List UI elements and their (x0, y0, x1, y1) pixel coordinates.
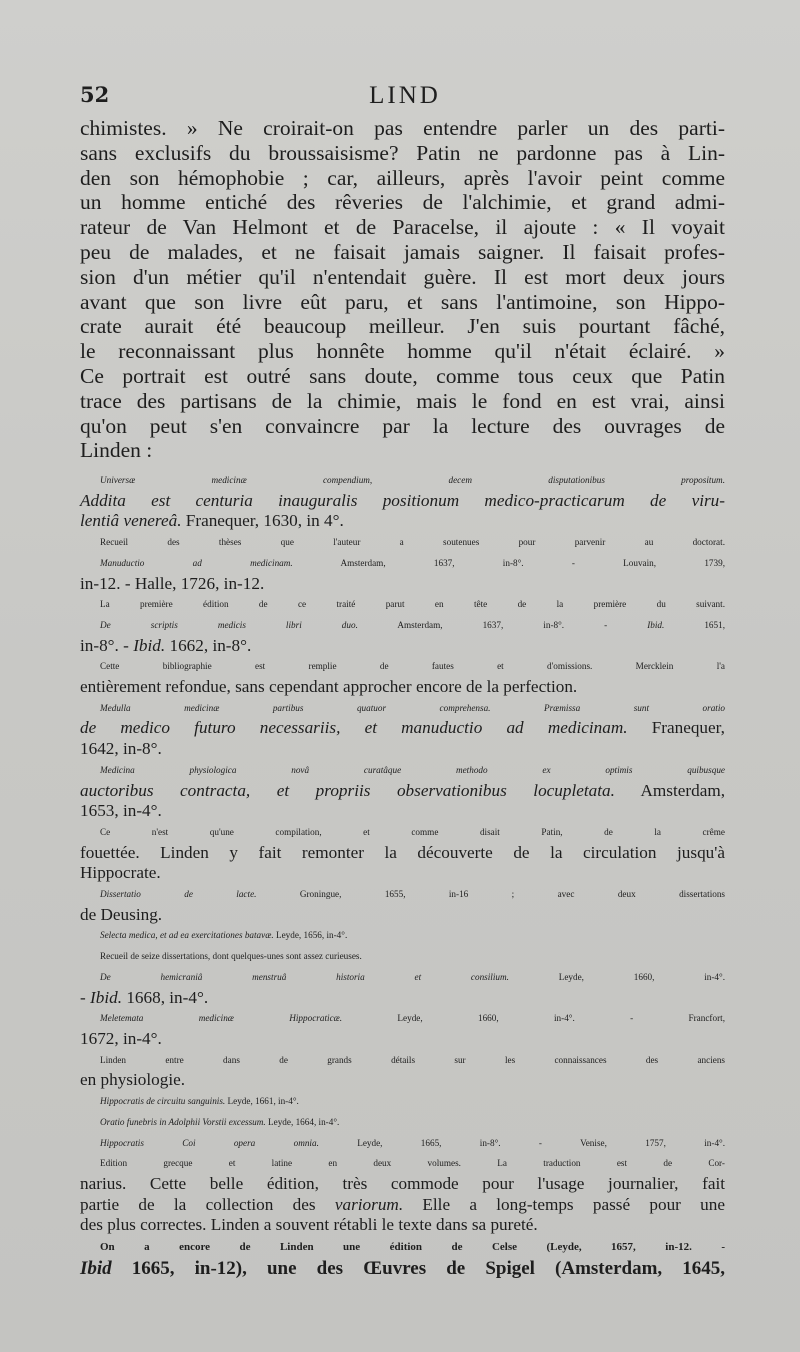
italic-title-text: De hemicraniâ menstruâ historia et consilium. (100, 971, 509, 982)
italic-title-text: variorum. (334, 1194, 404, 1214)
citation-text: 1668, in-4°. (122, 987, 209, 1007)
bibliography-line (80, 491, 725, 512)
citation-text: 1651, (664, 619, 725, 630)
italic-title-text: lentiâ venereâ. (80, 511, 182, 531)
bibliography-line (80, 1174, 725, 1195)
bibliography-line (80, 1236, 725, 1258)
bibliography-line (80, 677, 725, 698)
italic-title-text: Hippocratis de circuitu sanguinis. (100, 1096, 226, 1107)
main-paragraph (80, 116, 725, 463)
paragraph-line: un homme entiché des rêveries de l'alchimie, et grand admi- (80, 190, 725, 215)
italic-title-text: De scriptis medicis libri duo. (100, 619, 358, 630)
citation-text: Leyde, 1660, in-4°. (508, 971, 725, 982)
citation-text: en physiologie. (80, 1070, 186, 1090)
citation-text: entièrement refondue, sans cependant approcher encore de la perfection. (80, 677, 578, 697)
bibliography-line (80, 843, 725, 864)
citation-text: Groningue, 1655, in-16 ; avec deux dissertations (256, 889, 726, 900)
citation-text: Leyde, 1656, in-4°. (273, 930, 348, 941)
bibliography-line (80, 553, 725, 574)
paragraph-line: peu de malades, et ne faisait jamais saigner. Il faisait profes- (80, 239, 725, 264)
bibliography-line (80, 863, 725, 884)
citation-text: - (80, 987, 91, 1007)
bibliography-line (80, 1195, 725, 1216)
italic-title-text: Dissertatio de lacte. (100, 889, 257, 900)
italic-title-text: auctoribus contracta, et propriis observationibus locupletata. (80, 780, 615, 800)
bibliography-line (80, 988, 725, 1009)
citation-text: Amsterdam, 1637, in-8°. - (357, 619, 648, 630)
bibliography-line (80, 636, 725, 657)
citation-text: Linden entre dans de grands détails sur les connaissances des anciens (100, 1054, 725, 1065)
page-number: 52 (80, 82, 110, 107)
citation-text: 1653, in-4°. (80, 801, 162, 821)
citation-text: Leyde, 1665, in-8°. - Venise, 1757, in-4°. (318, 1137, 726, 1148)
citation-text: Ce n'est qu'une compilation, et comme disait Patin, de la crême (100, 826, 725, 837)
citation-text: Amsterdam, (614, 780, 725, 800)
bibliography-line (80, 801, 725, 822)
bibliography-line (80, 1215, 725, 1236)
paragraph-line: crate aurait été beaucoup meilleur. J'en suis pourtant fâché, (80, 314, 725, 339)
paragraph-line: avant que son livre eût paru, et sans l'antimoine, son Hippo- (80, 289, 725, 314)
bibliography-line (80, 615, 725, 636)
bibliography-line (80, 925, 725, 946)
bibliography-line (80, 594, 725, 615)
citation-text: Elle a long-temps passé pour une (403, 1194, 725, 1214)
italic-title-text: Medulla medicinæ partibus quatuor comprehensa. Præmissa sunt oratio (100, 702, 725, 713)
bibliography-line (80, 698, 725, 719)
italic-title-text: Selecta medica, et ad ea exercitationes batavæ. (100, 930, 274, 941)
bibliography-line (80, 884, 725, 905)
italic-title-text: de medico futuro necessariis, et manuductio ad medicinam. (80, 718, 628, 738)
italic-title-text: Ibid. (133, 635, 166, 655)
paragraph-line: Ce portrait est outré sans doute, comme tous ceux que Patin (80, 363, 725, 388)
citation-text: On a encore de Linden une édition de Celse (Leyde, 1657, in-12. - (100, 1241, 725, 1254)
citation-text: 1662, in-8°. (165, 635, 252, 655)
italic-title-text: Addita est centuria inauguralis positionum medico-practicarum de viru- (80, 490, 725, 510)
italic-title-text: Ibid. (90, 987, 123, 1007)
citation-text: de Deusing. (80, 904, 163, 924)
paragraph-line: den son hémophobie ; car, ailleurs, après l'avoir peint comme (80, 165, 725, 190)
bibliography-line (80, 1133, 725, 1154)
italic-title-text: Medicina physiologica novâ curatâque methodo ex optimis quibusque (100, 764, 725, 775)
italic-title-text: Hippocratis Coi opera omnia. (100, 1137, 319, 1148)
italic-title-text: Ibid (80, 1258, 112, 1280)
bibliography-line (80, 1258, 725, 1280)
citation-text: fouettée. Linden y fait remonter la découverte de la circulation jusqu'à (80, 842, 725, 862)
italic-title-text: Ibid. (647, 619, 665, 630)
italic-title-text: Universæ medicinæ compendium, decem disputationibus propositum. (100, 475, 725, 485)
italic-title-text: Manuductio ad medicinam. (100, 557, 293, 568)
bibliography-line (80, 532, 725, 553)
citation-text: des plus correctes. Linden a souvent rétabli le texte dans sa pureté. (80, 1215, 538, 1235)
citation-text: partie de la collection des (80, 1194, 335, 1214)
citation-text: Franequer, (627, 718, 725, 738)
bibliography-line (80, 781, 725, 802)
bibliography-line (80, 905, 725, 926)
paragraph-line: sion d'un métier qu'il n'entendait guère. Il est mort deux jours (80, 264, 725, 289)
bibliography-list (80, 470, 725, 1280)
bibliography-line (80, 718, 725, 739)
citation-text: in-8°. - (80, 635, 134, 655)
citation-text: Cette bibliographie est remplie de fautes et d'omissions. Mercklein l'a (100, 661, 725, 672)
bibliography-line (80, 822, 725, 843)
paragraph-line: chimistes. » Ne croirait-on pas entendre parler un des parti- (80, 116, 725, 140)
citation-text: Amsterdam, 1637, in-8°. - Louvain, 1739, (292, 557, 725, 568)
bibliography-line (80, 1091, 725, 1112)
bibliography-line (80, 1112, 725, 1133)
citation-text: Hippocrate. (80, 863, 161, 883)
bibliography-line (80, 470, 725, 491)
citation-text: Leyde, 1660, in-4°. - Francfort, (342, 1013, 725, 1024)
running-head: LIND (369, 82, 441, 109)
bibliography-line (80, 574, 725, 595)
paragraph-line: rateur de Van Helmont et de Paracelse, il ajoute : « Il voyait (80, 215, 725, 240)
citation-text: 1665, in-12), une des Œuvres de Spigel (Amsterdam, 1645, (111, 1258, 725, 1280)
bibliography-line (80, 739, 725, 760)
paragraph-line: trace des partisans de la chimie, mais le fond en est vrai, ainsi (80, 388, 725, 413)
paragraph-line: le reconnaissant plus honnête homme qu'il n'était éclairé. » (80, 339, 725, 364)
bibliography-line (80, 511, 725, 532)
citation-text: in-12. - Halle, 1726, in-12. (80, 573, 265, 593)
bibliography-line (80, 1050, 725, 1071)
citation-text: Recueil des thèses que l'auteur a soutenues pour parvenir au doctorat. (100, 537, 725, 548)
paragraph-line: Linden : (80, 438, 153, 463)
bibliography-line (80, 760, 725, 781)
citation-text: Recueil de seize dissertations, dont quelques-unes sont assez curieuses. (100, 951, 362, 962)
citation-text: 1642, in-8°. (80, 739, 162, 759)
bibliography-line (80, 656, 725, 677)
bibliography-line (80, 1153, 725, 1174)
citation-text: Franequer, 1630, in 4°. (181, 511, 344, 531)
citation-text: La première édition de ce traité parut en tête de la première du suivant. (100, 599, 725, 610)
citation-text: 1672, in-4°. (80, 1028, 162, 1048)
citation-text: Leyde, 1661, in-4°. (225, 1096, 299, 1107)
italic-title-text: Meletemata medicinæ Hippocraticæ. (100, 1013, 343, 1024)
citation-text: Leyde, 1664, in-4°. (265, 1116, 340, 1127)
bibliography-line (80, 946, 725, 967)
paragraph-line: qu'on peut s'en convaincre par la lecture des ouvrages de (80, 413, 725, 438)
citation-text: narius. Cette belle édition, très commode pour l'usage journalier, fait (80, 1173, 725, 1193)
page-header (80, 82, 730, 112)
bibliography-line (80, 967, 725, 988)
paragraph-line: sans exclusifs du broussaisisme? Patin ne pardonne pas à Lin- (80, 140, 725, 165)
citation-text: Edition grecque et latine en deux volumes. La traduction est de Cor- (100, 1158, 725, 1169)
bibliography-line (80, 1029, 725, 1050)
italic-title-text: Oratio funebris in Adolphii Vorstii excessum. (100, 1116, 266, 1127)
bibliography-line (80, 1008, 725, 1029)
bibliography-line (80, 1070, 725, 1091)
